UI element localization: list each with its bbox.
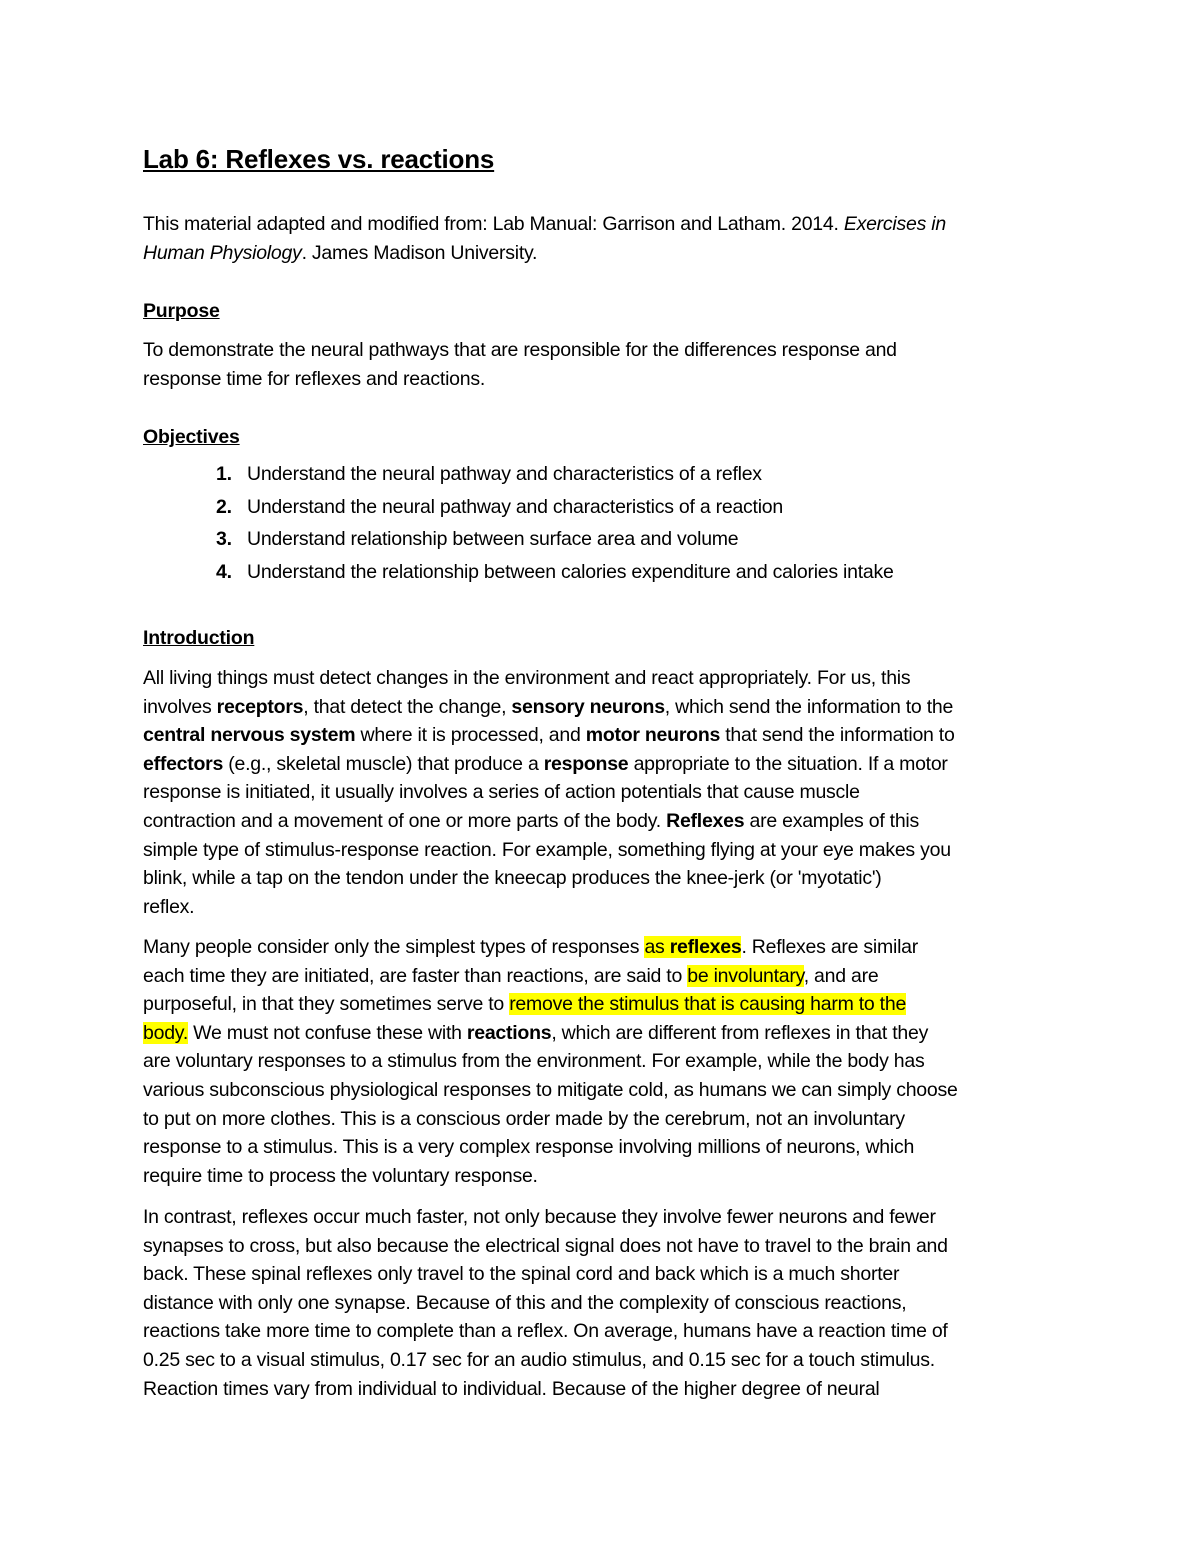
introduction-heading: Introduction <box>143 627 255 649</box>
intro-paragraph-2: Many people consider only the simplest types of responses as reflexes. Reflexes are similar each time they are initiated, are faster than reactions, are said to be involuntary, and are purposeful, in that they sometimes serve to remove the stimulus that is causing harm to the body. We must not confuse these with reactions, which are different from reflexes in that they are voluntary responses to a stimulus from the environment. For example, while the body has various subconscious physiological responses to mitigate cold, as humans we can simply choose to put on more clothes. This is a conscious order made by the cerebrum, not an involuntary response to a stimulus. This is a very complex response involving millions of neurons, which require time to process the voluntary response. <box>143 936 958 1187</box>
purpose-heading: Purpose <box>143 300 220 322</box>
page-title: Lab 6: Reflexes vs. reactions <box>143 144 495 174</box>
objectives-heading: Objectives <box>143 426 240 448</box>
source-citation: This material adapted and modified from: Lab Manual: Garrison and Latham. 2014. Exercises in Human Physiology. James Madison University. <box>143 213 946 264</box>
intro-paragraph-1: All living things must detect changes in the environment and react appropriately. For us, this involves receptors, that detect the change, sensory neurons, which send the information to the central nervous system where it is processed, and motor neurons that send the information to effectors (e.g., skeletal muscle) that produce a response appropriate to the situation. If a motor response is initiated, it usually involves a series of action potentials that cause muscle contraction and a movement of one or more parts of the body. Reflexes are examples of this simple type of stimulus-response reaction. For example, something flying at your eye makes you blink, while a tap on the tendon under the kneecap produces the knee-jerk (or 'myotatic') reflex. <box>143 667 955 918</box>
document-page: Lab 6: Reflexes vs. reactions This material adapted and modified from: Lab Manual: Garrison and Latham. 2014. Exercises in Human Physiology. James Madison University. Purpose To demonstrate the neural pathways that are responsible for the differences response and response time for reflexes and reactions. Objectives 1. Understand the neural pathway and characteristics of a reflex 2. Understand the neural pathway and characteristics of a reaction 3. Understand relationship between surface area and volume 4. Understand the relationship between calories expenditure and calories intake Introduction All living things must detect changes in the environment and react appropriately. For us, this involves receptors, that detect the change, sensory neurons, which send the information to the central nervous system where it is processed, and motor neurons that send the information to effectors (e.g., skeletal muscle) that produce a response appropriate to the situation. If a motor response is initiated, it usually involves a series of action potentials that cause muscle contraction and a movement of one or more parts of the body. Reflexes are examples of this simple type of stimulus-response reaction. For example, something flying at your eye makes you blink, while a tap on the tendon under the kneecap produces the knee-jerk (or 'myotatic') reflex. Many people consider only the simplest types of responses as reflexes. Reflexes are similar each time they are initiated, are faster than reactions, are said to be involuntary, and are purposeful, in that they sometimes serve to remove the stimulus that is causing harm to the body. We must not confuse these with reactions, which are different from reflexes in that they are voluntary responses to a stimulus from the environment. For example, while the body has various subconscious physiological responses to mitigate cold, as humans we can simply choose to put on more clothes. This is a conscious order made by the cerebrum, not an involuntary response to a stimulus. This is a very complex response involving millions of neurons, which require time to process the voluntary response. In contrast, reflexes occur much faster, not only because they involve fewer neurons and fewer synapses to cross, but also because the electrical signal does not have to travel to the brain and back. These spinal reflexes only travel to the spinal cord and back which is a much shorter distance with only one synapse. Because of this and the complexity of conscious reactions, reactions take more time to complete than a reflex. On average, humans have a reaction time of 0.25 sec to a visual stimulus, 0.17 sec for an audio stimulus, and 0.15 sec for a touch stimulus. Reaction times vary from individual to individual. Because of the higher degree of neural <box>0 0 1200 1553</box>
purpose-text: To demonstrate the neural pathways that are responsible for the differences response and response time for reflexes and reactions. <box>143 339 897 390</box>
highlight: body. <box>143 1021 189 1044</box>
intro-paragraph-3: In contrast, reflexes occur much faster, not only because they involve fewer neurons and fewer synapses to cross, but also because the electrical signal does not have to travel to the brain and back. These spinal reflexes only travel to the spinal cord and back which is a much shorter distance with only one synapse. Because of this and the complexity of conscious reactions, reactions take more time to complete than a reflex. On average, humans have a reaction time of 0.25 sec to a visual stimulus, 0.17 sec for an audio stimulus, and 0.15 sec for a touch stimulus. Reaction times vary from individual to individual. Because of the higher degree of neural <box>143 1206 948 1400</box>
highlight: remove the stimulus that is causing harm to the <box>509 993 907 1016</box>
highlight: be involuntary <box>687 964 804 987</box>
highlight: as reflexes <box>644 936 742 958</box>
